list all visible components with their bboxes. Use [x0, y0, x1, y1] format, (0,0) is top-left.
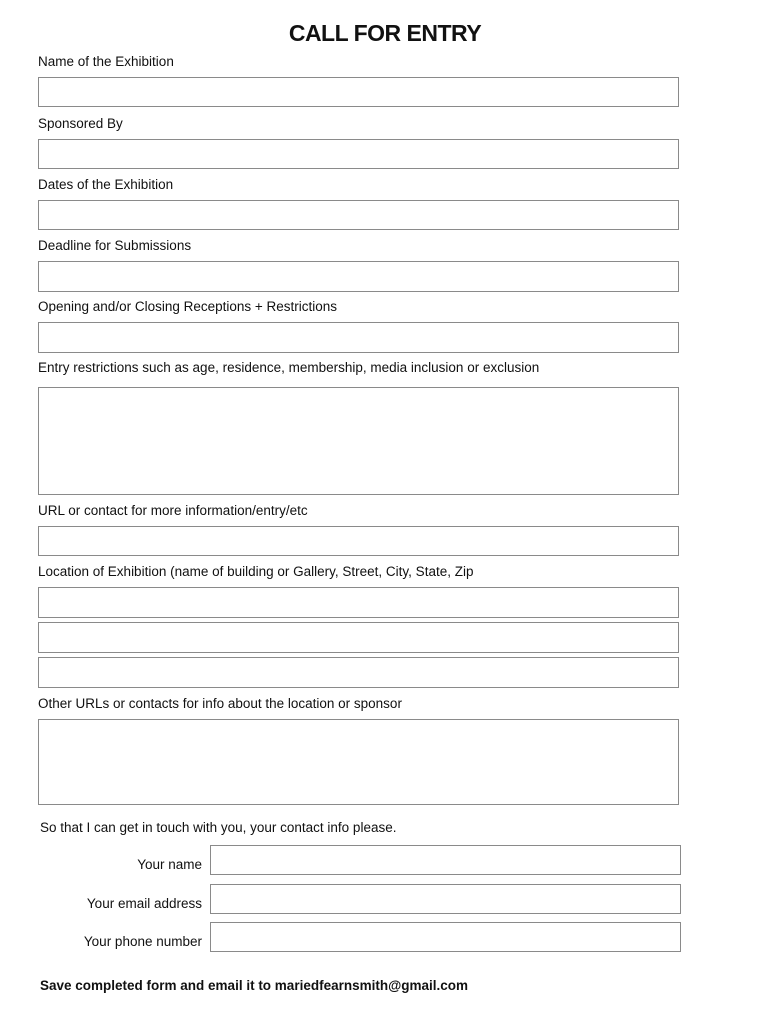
exhibition-name-field[interactable]	[38, 77, 679, 107]
entry-restrictions-field[interactable]	[38, 387, 679, 495]
submission-instructions: Save completed form and email it to mariedfearnsmith@gmail.com	[40, 978, 469, 993]
your-name-field[interactable]	[210, 845, 681, 875]
contact-intro: So that I can get in touch with you, your contact info please.	[40, 820, 397, 835]
exhibition-dates-label: Dates of the Exhibition	[38, 177, 174, 192]
sponsored-by-label: Sponsored By	[38, 116, 123, 131]
receptions-field[interactable]	[38, 322, 679, 353]
location-label: Location of Exhibition (name of building or Gallery, Street, City, State, Zip	[38, 564, 474, 579]
other-urls-label: Other URLs or contacts for info about the location or sponsor	[38, 696, 402, 711]
location-field-line-3[interactable]	[38, 657, 679, 688]
other-urls-field[interactable]	[38, 719, 679, 805]
location-field-line-1[interactable]	[38, 587, 679, 618]
exhibition-name-label: Name of the Exhibition	[38, 54, 174, 69]
your-name-label: Your name	[137, 857, 202, 872]
location-field-line-2[interactable]	[38, 622, 679, 653]
your-phone-label: Your phone number	[83, 934, 202, 949]
receptions-label: Opening and/or Closing Receptions + Restrictions	[38, 299, 338, 314]
your-phone-field[interactable]	[210, 922, 681, 952]
sponsored-by-field[interactable]	[38, 139, 679, 169]
form-title: CALL FOR ENTRY	[288, 20, 482, 46]
your-email-field[interactable]	[210, 884, 681, 914]
url-contact-field[interactable]	[38, 526, 679, 556]
url-contact-label: URL or contact for more information/entry/etc	[38, 503, 308, 518]
entry-restrictions-label: Entry restrictions such as age, residence, membership, media inclusion or exclusion	[38, 360, 540, 375]
deadline-label: Deadline for Submissions	[38, 238, 192, 253]
deadline-field[interactable]	[38, 261, 679, 292]
exhibition-dates-field[interactable]	[38, 200, 679, 230]
your-email-label: Your email address	[86, 896, 202, 911]
